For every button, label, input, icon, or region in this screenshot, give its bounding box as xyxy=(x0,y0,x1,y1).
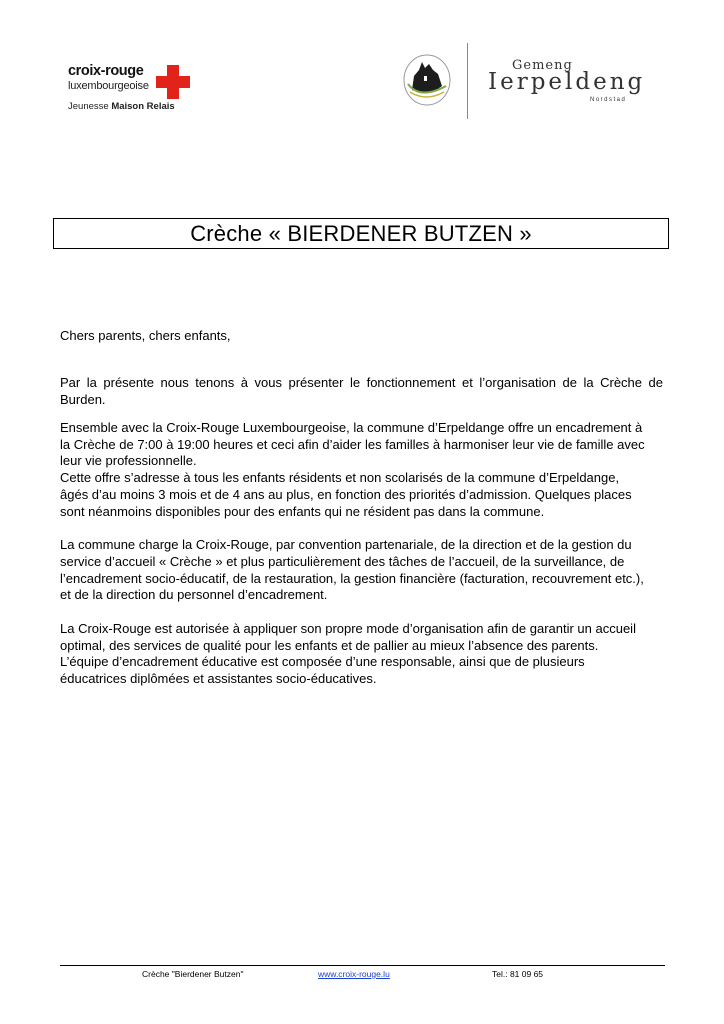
paragraph-1-line-1: Ensemble avec la Croix-Rouge Luxembourgeoise, la commune d’Erpeldange offre un encadrement à xyxy=(60,420,643,435)
footer-rule xyxy=(60,965,665,966)
commune-emblem-icon xyxy=(400,50,456,110)
paragraph-2-line-1: Cette offre s’adresse à tous les enfants résidents et non scolarisés de la commune d’Erpeldange, xyxy=(60,470,620,486)
intro-paragraph: Par la présente nous tenons à vous présenter le fonctionnement et l’organisation de la Crèche de Burden. xyxy=(60,375,663,407)
paragraph-4-line-4: éducatrices diplômées et assistantes socio-éducatives. xyxy=(60,671,377,687)
paragraph-4-line-3: L’équipe d’encadrement éducative est composée d’une responsable, ainsi que de plusieurs xyxy=(60,654,585,670)
croix-rouge-logo-subtitle: luxembourgeoise xyxy=(68,80,149,92)
commune-logo-gemeng: Gemeng xyxy=(512,58,573,73)
logo-divider xyxy=(467,43,468,119)
main-text xyxy=(60,420,663,688)
paragraph-4-line-2: optimal, des services de qualité pour les enfants et de pallier au mieux l’absence des parents. xyxy=(60,637,599,653)
paragraph-3-line-4: et de la direction du personnel d’encadrement. xyxy=(60,587,328,603)
paragraph-3-line-2: service d’accueil « Crèche » et plus particulièrement des tâches de l’accueil, de la surveillance, de xyxy=(60,553,625,569)
tagline-jeunesse: Jeunesse xyxy=(68,101,109,112)
tagline-maison-relais: Maison Relais xyxy=(111,101,175,112)
footer-telephone: Tel.: 81 09 65 xyxy=(492,969,544,979)
croix-rouge-logo-title: croix-rouge xyxy=(68,63,144,79)
document-title: Crèche « BIERDENER BUTZEN » xyxy=(190,220,532,246)
document-title-box xyxy=(53,218,669,249)
paragraph-2-line-2: âgés d’au moins 3 mois et de 4 ans au plus, en fonction des priorités d’admission. Quelques places xyxy=(60,486,632,502)
commune-logo-region: Nordstad xyxy=(590,97,627,103)
croix-rouge-logo xyxy=(68,63,228,115)
paragraph-1-line-2: la Crèche de 7:00 à 19:00 heures et ceci afin d’aider les familles à harmoniser leur vie de famille avec xyxy=(60,436,645,452)
commune-logo-name: Ierpeldeng xyxy=(488,69,646,95)
paragraph-4-line-1: La Croix-Rouge est autorisée à appliquer son propre mode d’organisation afin de garantir un accueil xyxy=(60,621,636,637)
footer-creche-name: Crèche "Bierdener Butzen" xyxy=(142,969,244,979)
paragraph-3-line-1: La commune charge la Croix-Rouge, par convention partenariale, de la direction et de la gestion du xyxy=(60,537,632,553)
croix-rouge-logo-tagline xyxy=(68,101,175,112)
greeting: Chers parents, chers enfants, xyxy=(60,328,231,343)
paragraph-2-line-3: sont néanmoins disponibles pour des enfants qui ne résident pas dans la commune. xyxy=(60,503,545,519)
paragraph-1-line-3: leur vie professionnelle. xyxy=(60,453,197,469)
red-cross-icon xyxy=(156,65,190,99)
footer-website-link[interactable]: www.croix-rouge.lu xyxy=(318,969,390,979)
paragraph-3-line-3: l’encadrement socio-éducatif, de la restauration, la gestion financière (facturation, recouvrement etc.), xyxy=(60,570,644,586)
